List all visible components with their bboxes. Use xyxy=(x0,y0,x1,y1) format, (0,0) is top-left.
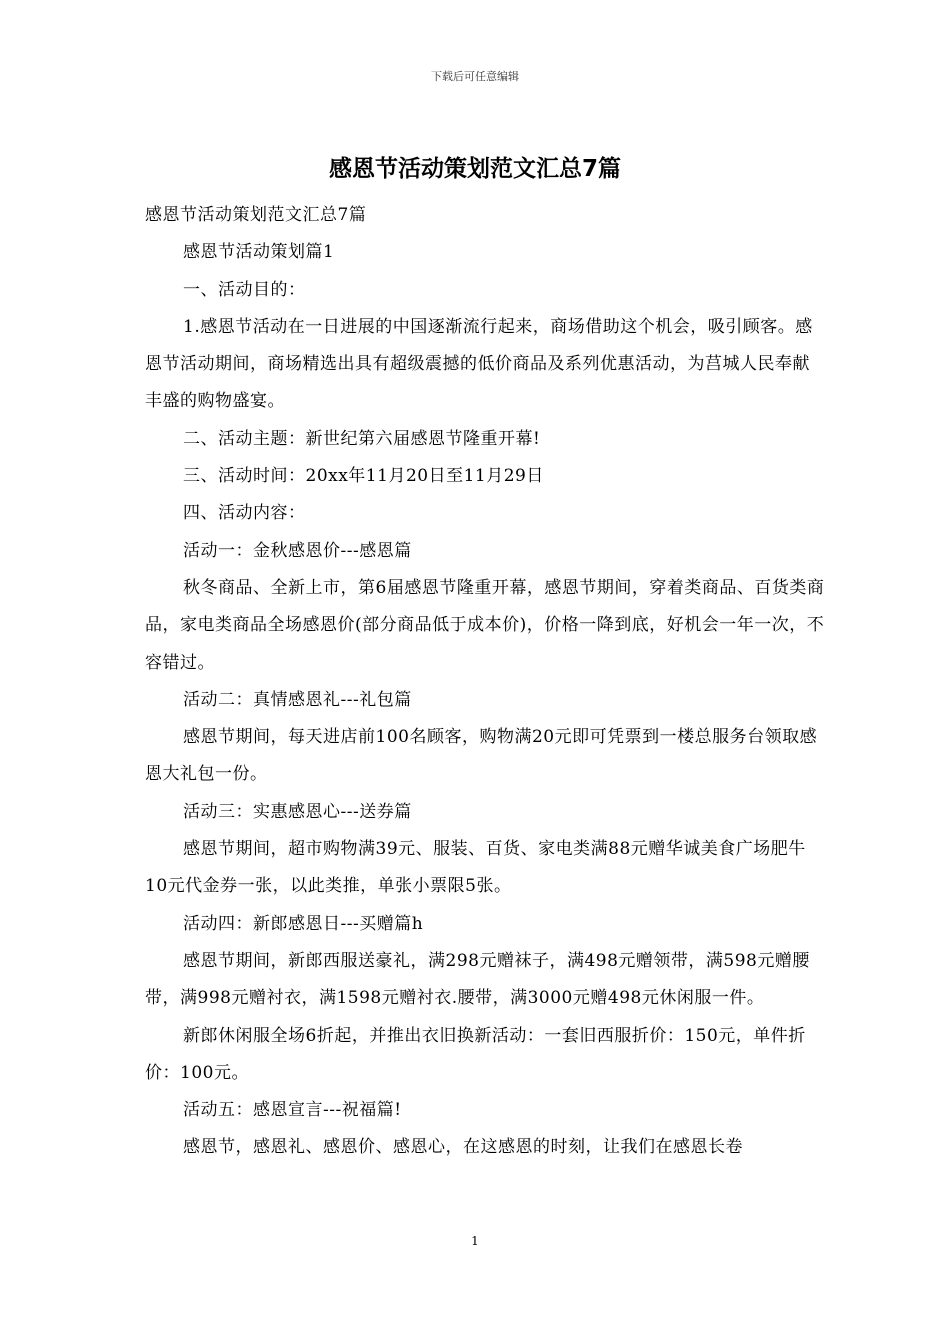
paragraph: 新郎休闲服全场6折起，并推出衣旧换新活动：一套旧西服折价：150元，单件折价：100元。 xyxy=(145,1025,806,1083)
paragraph: 感恩节期间，超市购物满39元、服装、百货、家电类满88元赠华诚美食广场肥牛10元代金券一张，以此类推，单张小票限5张。 xyxy=(145,839,806,897)
paragraph: 1.感恩节活动在一日进展的中国逐渐流行起来，商场借助这个机会，吸引顾客。感恩节活动期间，商场精选出具有超级震撼的低价商品及系列优惠活动，为莒城人民奉献丰盛的购物盛宴。 xyxy=(145,316,813,412)
paragraph: 活动四：新郎感恩日---买赠篇h xyxy=(183,913,424,934)
document-title: 感恩节活动策划范文汇总7篇 xyxy=(328,156,621,182)
paragraph: 感恩节，感恩礼、感恩价、感恩心，在这感恩的时刻，让我们在感恩长卷 xyxy=(183,1137,743,1158)
paragraph: 活动二：真情感恩礼---礼包篇 xyxy=(183,689,412,710)
paragraph: 一、活动目的： xyxy=(183,279,306,300)
paragraph: 秋冬商品、全新上市，第6届感恩节隆重开幕，感恩节期间，穿着类商品、百货类商品，家电类商品全场感恩价(部分商品低于成本价)，价格一降到底，好机会一年一次，不容错过。 xyxy=(145,577,825,673)
paragraph: 感恩节活动策划范文汇总7篇 xyxy=(145,205,367,225)
paragraph: 活动五：感恩宣言---祝福篇! xyxy=(183,1100,402,1121)
paragraph: 二、活动主题：新世纪第六届感恩节隆重开幕! xyxy=(183,428,541,449)
document-body xyxy=(145,197,825,1167)
page-number: 1 xyxy=(471,1234,479,1248)
paragraph: 三、活动时间：20xx年11月20日至11月29日 xyxy=(183,466,544,487)
paragraph: 感恩节期间，新郎西服送豪礼，满298元赠袜子，满498元赠领带，满598元赠腰带，满998元赠衬衣，满1598元赠衬衣.腰带，满3000元赠498元休闲服一件。 xyxy=(145,950,810,1009)
page-header-note: 下载后可任意编辑 xyxy=(431,70,519,83)
paragraph: 活动一：金秋感恩价---感恩篇 xyxy=(183,540,412,561)
paragraph: 四、活动内容： xyxy=(183,503,306,524)
paragraph: 感恩节期间，每天进店前100名顾客，购物满20元即可凭票到一楼总服务台领取感恩大礼包一份。 xyxy=(145,727,818,785)
paragraph: 活动三：实惠感恩心---送券篇 xyxy=(183,801,412,822)
paragraph: 感恩节活动策划篇1 xyxy=(183,242,335,263)
